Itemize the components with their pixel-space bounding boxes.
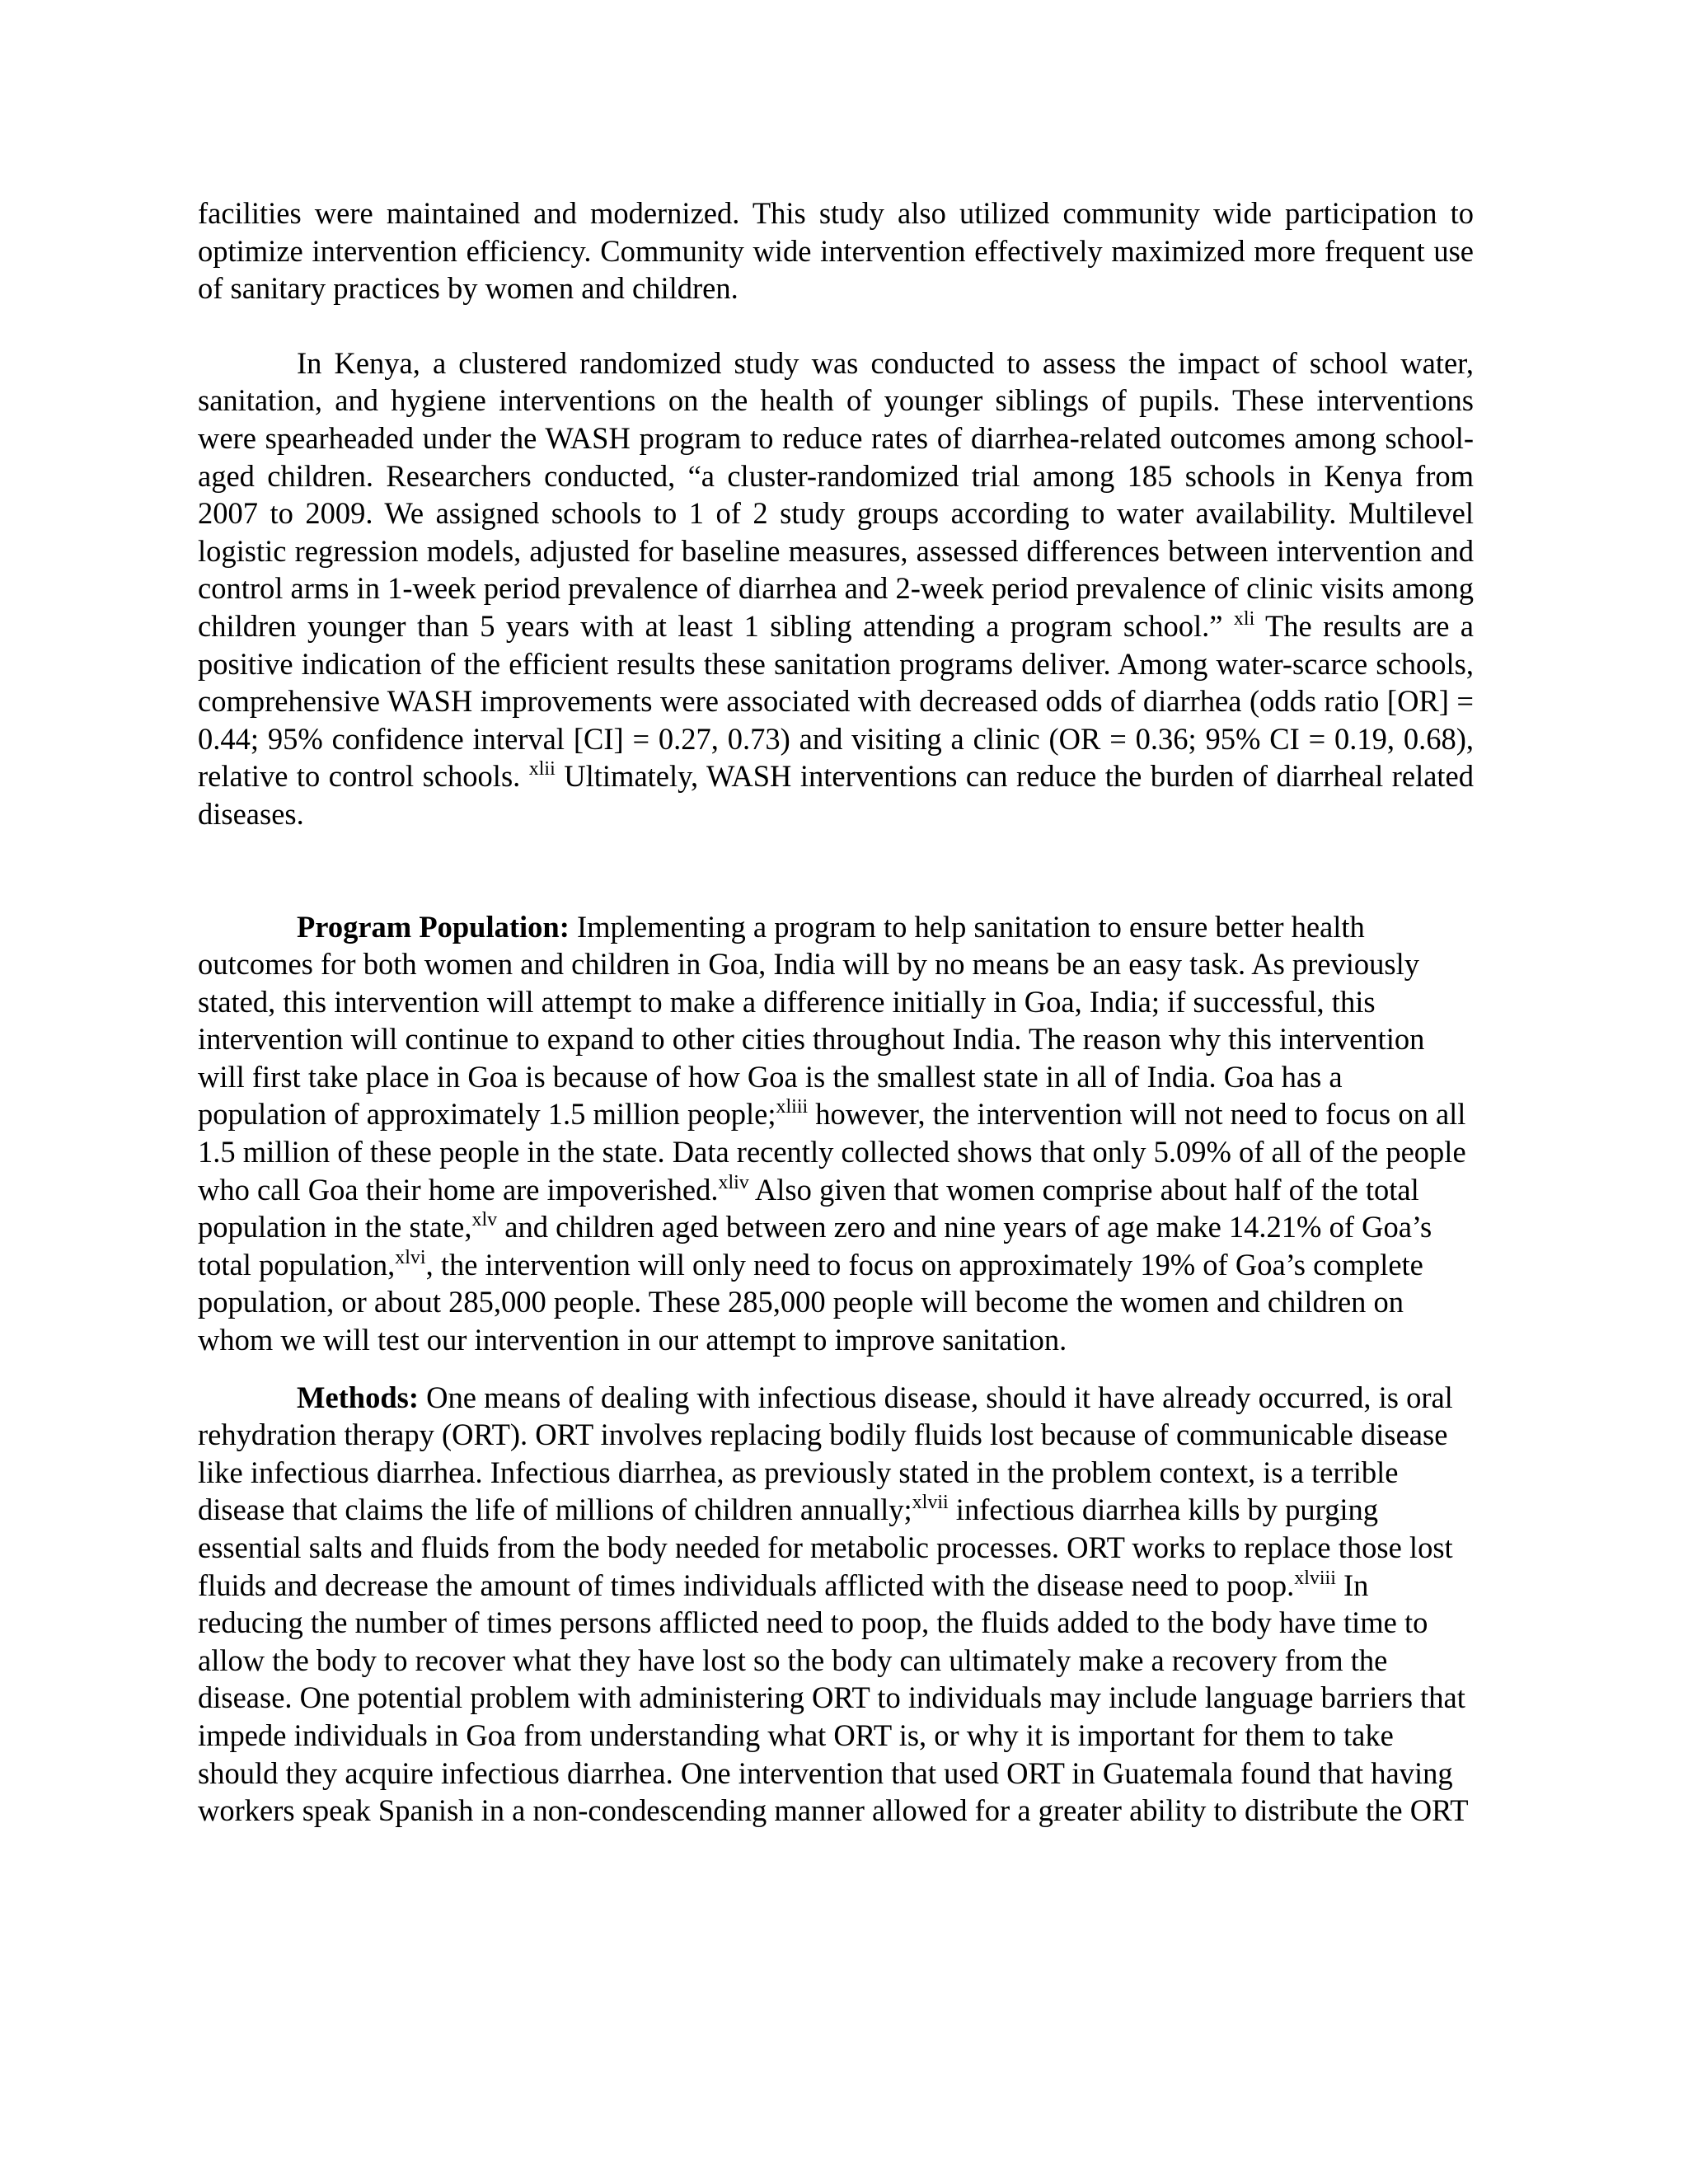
- paragraph-text: The results are a positive indication of the efficient results these sanitation programs deliver. Among water-scarce schools, comprehensive WASH improvements were associated with decreased odds of diarrhea (odds ratio [OR] = 0.44; 95% confidence interval [CI] = 0.27, 0.73) and visiting a clinic (OR = 0.36; 95% CI = 0.19, 0.68), relative to control schools.: [198, 608, 1475, 794]
- paragraph-text: and children aged between zero and nine years of age make 14.21% of Goa’s total population,: [198, 1210, 1432, 1282]
- paragraph-text: In Kenya, a clustered randomized study was conducted to assess the impact of school water, sanitation, and hygiene interventions on the health of younger siblings of pupils. These interventions were spearheaded under the WASH program to reduce rates of diarrhea-related outcomes among school-aged children. Researchers conducted, “a cluster-randomized trial among 185 schools in Kenya from 2007 to 2009. We assigned schools to 1 of 2 study groups according to water availability. Multilevel logistic regression models, adjusted for baseline measures, assessed differences between intervention and control arms in 1-week period prevalence of diarrhea and 2-week period prevalence of clinic visits among children younger than 5 years with at least 1 sibling attending a program school.”: [198, 345, 1474, 643]
- paragraph-text: infectious diarrhea kills by purging essential salts and fluids from the body needed for metabolic processes. ORT works to replace those lost fluids and decrease the amount of times individuals afflicted with the disease need to poop.: [198, 1493, 1453, 1602]
- paragraph-kenya-study: [198, 344, 1474, 833]
- endnote-ref: xlvii: [912, 1492, 949, 1514]
- endnote-ref: xlvi: [395, 1246, 426, 1268]
- paragraph-program-population: [198, 908, 1474, 1359]
- endnote-ref: xliii: [776, 1096, 809, 1118]
- section-heading: Methods:: [297, 1380, 420, 1414]
- paragraph-text: One means of dealing with infectious disease, should it have already occurred, is oral rehydration therapy (ORT). ORT involves replacing bodily fluids lost because of communicable disease like infectious diarrhea. Infectious diarrhea, as previously stated in the problem context, is a terrible disease that claims the life of millions of children annually;: [198, 1380, 1453, 1527]
- paragraph-text: Implementing a program to help sanitation to ensure better health outcomes for both women and children in Goa, India will by no means be an easy task. As previously stated, this intervention will attempt to make a difference initially in Goa, India; if successful, this intervention will continue to expand to other cities throughout India. The reason why this intervention will first take place in Goa is because of how Goa is the smallest state in all of India. Goa has a population of approximately 1.5 million people;: [198, 909, 1425, 1132]
- paragraph-text: Ultimately, WASH interventions can reduce the burden of diarrheal related diseases.: [198, 759, 1475, 831]
- paragraph-text: Also given that women comprise about half of the total population in the state,: [198, 1172, 1419, 1244]
- document-page: [198, 194, 1474, 1830]
- paragraph-text: facilities were maintained and modernized. This study also utilized community wide participation to optimize intervention efficiency. Community wide intervention effectively maximized more frequent use of sanitary practices by women and children.: [198, 196, 1474, 306]
- endnote-ref: xlviii: [1294, 1567, 1336, 1589]
- paragraph-text: In reducing the number of times persons afflicted need to poop, the fluids added to the body have time to allow the body to recover what they have lost so the body can ultimately make a recovery from the disease. One potential problem with administering ORT to individuals may include language barriers that impede individuals in Goa from understanding what ORT is, or why it is important for them to take should they acquire infectious diarrhea. One intervention that used ORT in Guatemala found that having workers speak Spanish in a non-condescending manner allowed for a greater ability to distribute the ORT: [198, 1568, 1469, 1828]
- endnote-ref: xlii: [528, 758, 556, 780]
- endnote-ref: xli: [1233, 607, 1255, 630]
- endnote-ref: xliv: [718, 1171, 749, 1193]
- endnote-ref: xlv: [471, 1209, 498, 1231]
- paragraph-text: , the intervention will only need to focus on approximately 19% of Goa’s complete population, or about 285,000 people. These 285,000 people will become the women and children on whom we will test our intervention in our attempt to improve sanitation.: [198, 1247, 1423, 1357]
- paragraph-continuation: [198, 194, 1474, 307]
- paragraph-methods: [198, 1379, 1474, 1830]
- paragraph-text: however, the intervention will not need to focus on all 1.5 million of these people in the state. Data recently collected shows that only 5.09% of all of the people who call Goa their home are impoverished.: [198, 1097, 1466, 1207]
- section-heading: Program Population:: [297, 909, 570, 944]
